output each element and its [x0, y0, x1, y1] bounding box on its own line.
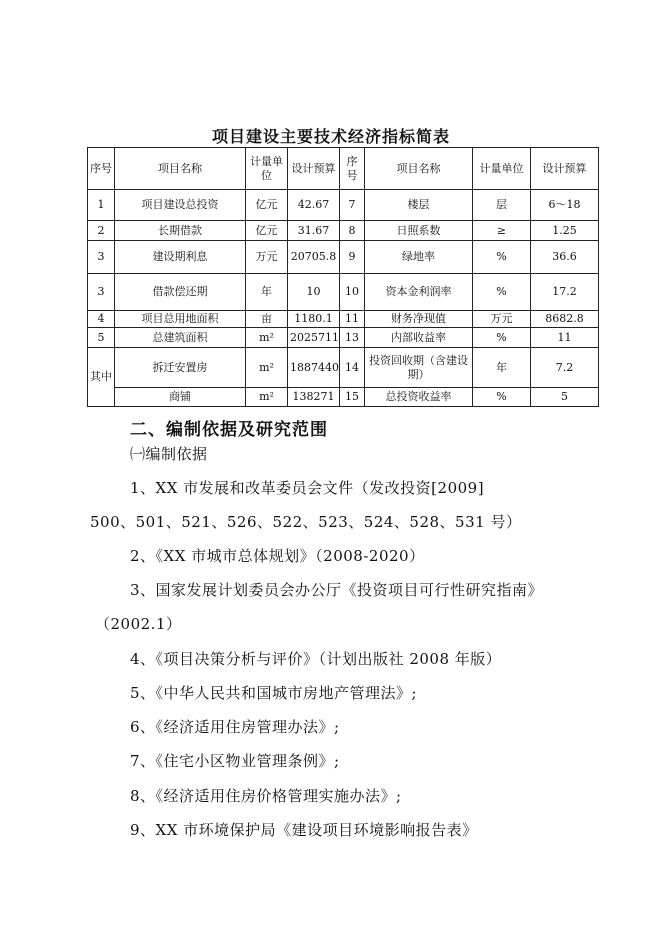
- header-value: 设计预算: [531, 148, 599, 190]
- cell-unit: ≥: [473, 221, 531, 241]
- cell-unit: 年: [473, 348, 531, 388]
- cell-unit: %: [473, 328, 531, 348]
- header-name: 项目名称: [365, 148, 473, 190]
- list-item: 500、501、521、526、522、523、524、528、531 号）: [90, 513, 522, 531]
- list-item: 5、《中华人民共和国城市房地产管理法》;: [130, 684, 418, 702]
- list-item: 2、《XX 市城市总体规划》（2008-2020）: [130, 547, 425, 565]
- cell-value: 31.67: [288, 221, 340, 241]
- indicator-table: [87, 147, 599, 407]
- cell-seq: 1: [88, 190, 115, 221]
- cell-value: 10: [288, 274, 340, 311]
- cell-unit: %: [473, 274, 531, 311]
- cell-name: 内部收益率: [365, 328, 473, 348]
- cell-seq: 10: [340, 274, 365, 311]
- cell-seq: 11: [340, 311, 365, 328]
- table-header-row: [88, 148, 599, 190]
- cell-value: 2025711: [288, 328, 340, 348]
- header-value: 设计预算: [288, 148, 340, 190]
- cell-name: 项目建设总投资: [115, 190, 246, 221]
- header-seq: 序号: [340, 148, 365, 190]
- cell-name: 长期借款: [115, 221, 246, 241]
- cell-unit: %: [473, 241, 531, 274]
- section-heading: 二、编制依据及研究范围: [130, 420, 328, 440]
- cell-seq: 7: [340, 190, 365, 221]
- list-item: 4、《项目决策分析与评价》（计划出版社 2008 年版）: [130, 650, 502, 668]
- cell-value: 138271: [288, 388, 340, 407]
- header-unit: 计量单位: [473, 148, 531, 190]
- cell-seq: 15: [340, 388, 365, 407]
- cell-seq: 13: [340, 328, 365, 348]
- cell-value: 6～18: [531, 190, 599, 221]
- cell-name: 楼层: [365, 190, 473, 221]
- list-item: 9、XX 市环境保护局《建设项目环境影响报告表》: [130, 821, 478, 839]
- cell-name: 建设期利息: [115, 241, 246, 274]
- cell-unit: %: [473, 388, 531, 407]
- subheading: ㈠编制依据: [130, 445, 208, 463]
- table-row: [88, 311, 599, 328]
- cell-seq: 8: [340, 221, 365, 241]
- table-row: [88, 241, 599, 274]
- cell-seq: 2: [88, 221, 115, 241]
- cell-value: 11: [531, 328, 599, 348]
- cell-unit: m²: [246, 388, 288, 407]
- cell-value: 7.2: [531, 348, 599, 388]
- cell-unit: 年: [246, 274, 288, 311]
- cell-seq: 4: [88, 311, 115, 328]
- cell-unit: 亿元: [246, 190, 288, 221]
- list-item: 6、《经济适用住房管理办法》;: [130, 718, 340, 736]
- cell-name: 绿地率: [365, 241, 473, 274]
- cell-value: 42.67: [288, 190, 340, 221]
- cell-value: 1.25: [531, 221, 599, 241]
- cell-value: 5: [531, 388, 599, 407]
- header-name: 项目名称: [115, 148, 246, 190]
- table-row: [88, 274, 599, 311]
- cell-name: 资本金利润率: [365, 274, 473, 311]
- cell-unit: m²: [246, 348, 288, 388]
- cell-seq: 5: [88, 328, 115, 348]
- cell-seq: 3: [88, 241, 115, 274]
- cell-unit: 万元: [246, 241, 288, 274]
- cell-name: 拆迁安置房: [115, 348, 246, 388]
- header-seq: 序号: [88, 148, 115, 190]
- cell-unit: 亩: [246, 311, 288, 328]
- cell-unit: 层: [473, 190, 531, 221]
- cell-value: 1887440: [288, 348, 340, 388]
- cell-name: 借款偿还期: [115, 274, 246, 311]
- cell-unit: 万元: [473, 311, 531, 328]
- cell-name: 财务净现值: [365, 311, 473, 328]
- cell-value: 17.2: [531, 274, 599, 311]
- table-row: [88, 328, 599, 348]
- cell-name: 商铺: [115, 388, 246, 407]
- cell-seq: 14: [340, 348, 365, 388]
- cell-value: 8682.8: [531, 311, 599, 328]
- cell-value: 20705.8: [288, 241, 340, 274]
- cell-name: 投资回收期（含建设期）: [365, 348, 473, 388]
- cell-value: 36.6: [531, 241, 599, 274]
- header-unit: 计量单位: [246, 148, 288, 190]
- cell-name: 日照系数: [365, 221, 473, 241]
- list-item: （2002.1）: [95, 615, 182, 633]
- cell-value: 1180.1: [288, 311, 340, 328]
- list-item: 1、XX 市发展和改革委员会文件（发改投资[2009]: [130, 479, 485, 497]
- cell-seq: 9: [340, 241, 365, 274]
- cell-name: 项目总用地面积: [115, 311, 246, 328]
- cell-unit: m²: [246, 328, 288, 348]
- cell-unit: 亿元: [246, 221, 288, 241]
- cell-name: 总投资收益率: [365, 388, 473, 407]
- list-item: 8、《经济适用住房价格管理实施办法》;: [130, 787, 402, 805]
- table-title: 项目建设主要技术经济指标简表: [211, 127, 450, 146]
- table-row: [88, 388, 599, 407]
- table-row: [88, 221, 599, 241]
- table-row: [88, 348, 599, 388]
- table-row: [88, 190, 599, 221]
- cell-seq-merged: 其中: [88, 348, 115, 407]
- cell-name: 总建筑面积: [115, 328, 246, 348]
- cell-seq: 3: [88, 274, 115, 311]
- list-item: 3、国家发展计划委员会办公厅《投资项目可行性研究指南》: [130, 581, 544, 599]
- list-item: 7、《住宅小区物业管理条例》;: [130, 752, 340, 770]
